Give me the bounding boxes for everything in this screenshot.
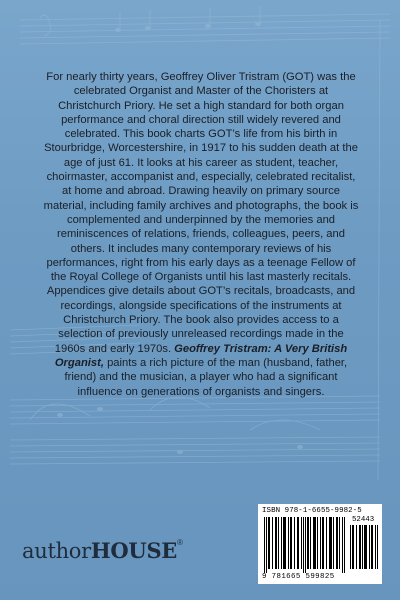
publisher-name-part1: author bbox=[22, 539, 91, 563]
price-code: 52443 bbox=[352, 516, 375, 524]
publisher-name-part2: HOUSE bbox=[90, 538, 178, 563]
barcode-bars-icon bbox=[264, 517, 346, 573]
publisher-logo bbox=[22, 538, 183, 563]
barcode-digits: 9 781665 599825 bbox=[262, 573, 335, 581]
blurb-closing: paints a rich picture of the man (husband, father, friend) and the musician, a player who had a significant influence on generations of organists and singers. bbox=[64, 356, 348, 398]
isbn-label: ISBN 978-1-6655-9982-5 bbox=[262, 507, 362, 515]
price-barcode-icon bbox=[350, 525, 378, 569]
isbn-barcode bbox=[258, 504, 382, 584]
back-cover-blurb bbox=[42, 70, 360, 399]
registered-mark: ® bbox=[177, 538, 183, 547]
blurb-body: For nearly thirty years, Geoffrey Oliver Tristram (GOT) was the celebrated Organist and Master of the Choristers at Christchurch Priory. He set a high standard for both organ performance and choral direction still widely revered and celebrated. This book charts GOT’s life from his birth in Stourbridge, Worcestershire, in 1917 to his sudden death at the age of just 61. It looks at his career as student, teacher, choirmaster, accompanist and, especially, celebrated recitalist, at home and abroad. Drawing heavily on primary source material, including family archives and photographs, the book is complemented and underpinned by the memories and reminiscences of relations, friends, colleagues, peers, and others. It includes many contemporary reviews of his performances, right from his early days as a teenage Fellow of the Royal College of Organists until his last masterly recitals. Appendices give details about GOT’s recitals, broadcasts, and recordings, alongside specifications of the instruments at Christchurch Priory. The book also provides access to a selection of previously unreleased recordings made in the 1960s and early 1970s. bbox=[43, 71, 359, 355]
book-title: Geoffrey Tristram: A Very British Organist, bbox=[54, 342, 348, 369]
